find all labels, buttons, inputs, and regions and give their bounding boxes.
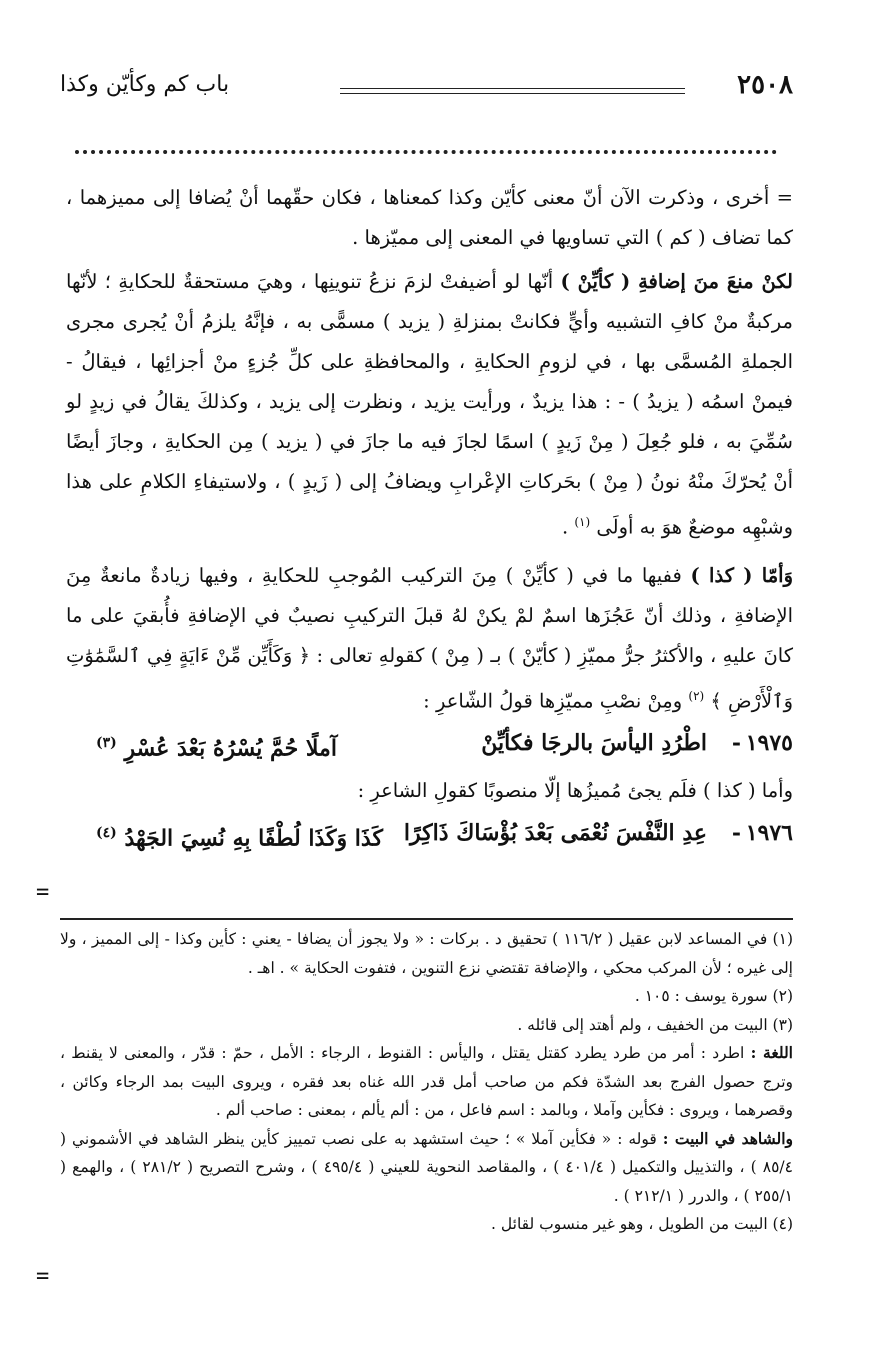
continuation-mark-body: =: [36, 880, 50, 905]
verse-first-hemistich: عِدِ النَّفْسَ نُعْمَى بَعْدَ بُؤْسَاكَ ذَاكِرًا: [403, 820, 707, 846]
paragraph-3-text: ففيها ما في ( كأيِّنْ ) مِنَ التركيب المُوجبِ للحكايةِ ، وفيها زيادةٌ مانعةٌ مِنَ الإضافةِ ، وذلك أنّ عَجُزَها اسمٌ لمْ يكنْ لهُ قبلَ التركيبِ نصيبٌ في الإضافةِ فأُبقيَ على ما كانَ عليهِ ، والأكثرُ جرُّ مميّزِ ( كأيّنْ ) بـ ( مِنْ ) كقولهِ تعالى :: [66, 563, 793, 667]
footnote-ref-1: (١): [574, 515, 591, 529]
footnote-ref-3: (٣): [96, 735, 117, 751]
paragraph-4: وأما ( كذا ) فلَم يجئ مُميزُها إلّا منصوبًا كقولِ الشاعرِ :: [357, 779, 793, 802]
footnote-4: (٤) البيت من الطويل ، وهو غير منسوب لقائل .: [491, 1215, 793, 1233]
header-rule: [340, 88, 685, 94]
footnote-3-shahid: [60, 1125, 793, 1211]
footnotes-rule: [60, 918, 793, 920]
paragraph-2: لكنْ منعَ منَ إضافةِ ( كأيِّنْ ) أنّها لو أضيفتْ لزمَ نزعُ تنوينِها ، وهيَ مستحقةٌ للحكايةِ ؛ لأنّها مركبةٌ منْ كافِ التشبيه وأيٍّ فكانتْ بمنزلةِ ( يزيد ) مسمًّى به ، فإنَّهُ يلزمُ أنْ يُجرى مجرى الجملةِ المُسمَّى بها ، في لزومِ الحكايةِ ، والمحافظةِ على كلِّ جُزءٍ منْ أجزائِها ، فيقالُ - فيمنْ اسمُه ( يزيدُ ) - : هذا يزيدٌ ، ورأيت يزيد ، ونظرت إلى يزيد ، وكذلكَ يقالُ في زيدٍ لو سُمِّيَ به ، فلو جُعِلَ ( مِنْ زَيدٍ ) اسمًا لجازَ فيه ما جازَ في ( يزيد ) مِن الحكايةِ ، وجازَ أيضًا أنْ يُحرّكَ منْهُ نونُ ( مِنْ ) بحَركاتِ الإعْرابِ ويضافُ إلى ( زَيدٍ ) ، ولاستيفاءِ الكلامِ على هذا وشبْهِه موضعٌ هوَ به أولَى $^{(١)}$ .: [66, 270, 793, 539]
verse-dash: -: [731, 730, 741, 756]
verse-second-hemistich: [96, 723, 337, 768]
paragraph-2-text: أنّها لو أضيفتْ لزمَ نزعُ تنوينِها ، وهيَ مستحقةٌ للحكايةِ ؛ لأنّها مركبةٌ منْ كافِ التشبيه وأيٍّ فكانتْ بمنزلةِ ( يزيد ) مسمًّى به ، فإنَّهُ يلزمُ أنْ يُجرى مجرى الجملةِ المُسمَّى بها ، في لزومِ الحكايةِ ، والمحافظةِ على كلِّ جُزءٍ منْ أجزائِها ، فيقالُ - فيمنْ اسمُه ( يزيدُ ) - : هذا يزيدٌ ، ورأيت يزيد ، ونظرت إلى يزيد ، وكذلكَ يقالُ في زيدٍ لو سُمِّيَ به ، فلو جُعِلَ ( مِنْ زَيدٍ ) اسمًا لجازَ فيه ما جازَ في ( يزيد ) مِن الحكايةِ ، وجازَ أيضًا أنْ يُحرّكَ منْهُ نونُ ( مِنْ ) بحَركاتِ الإعْرابِ ويضافُ إلى ( زَيدٍ ) ، ولاستيفاءِ الكلامِ على هذا وشبْهِه موضعٌ هوَ به أولَى: [66, 270, 793, 539]
footnote-1: (١) في المساعد لابن عقيل ( ١١٦/٢ ) تحقيق د . بركات : « ولا يجوز أن يضافا - يعني : كأين وكذا - إلى المميز ، ولا إلى غيره ؛ لأن المركب محكي ، والإضافة تقتضي نزع التنوين ، فتفوت الحكاية » . اهـ .: [60, 930, 793, 977]
verse-second-hemistich-text: كَذَا وَكَذَا لُطْفًا بِهِ نُسِيَ الجَهْدُ: [124, 825, 383, 852]
verse-dash: -: [731, 820, 741, 846]
footnotes: [60, 925, 793, 1239]
shahid-label: والشاهد في البيت :: [662, 1128, 793, 1148]
chapter-title: باب كم وكأيّن وكذا: [60, 72, 230, 97]
page-number: ٢٥٠٨: [737, 70, 793, 100]
lugha-label: اللغة :: [750, 1043, 793, 1062]
dotted-separator: [75, 138, 777, 154]
main-text: [66, 178, 793, 861]
poem-verse-1975: [66, 723, 793, 771]
verse-first-hemistich: اطْرُدِ اليأسَ بالرجَا فكأيِّنْ: [481, 730, 707, 756]
poem-verse-1976: [66, 813, 793, 861]
verse-second-hemistich-text: آملًا حُمَّ يُسْرُهُ بَعْدَ عُسْرِ: [124, 735, 337, 762]
paragraph-3-lead: وَأمّا ( كذا ): [690, 563, 793, 587]
verse-number: ١٩٧٦: [745, 820, 793, 846]
verse-number: ١٩٧٥: [745, 730, 793, 756]
footnote-2: (٢) سورة يوسف : ١٠٥ .: [634, 987, 793, 1005]
footnote-3-lugha: [60, 1039, 793, 1125]
quran-after-text: ومِنْ نصْبِ مميّزِها قولُ الشّاعرِ :: [423, 689, 689, 712]
footnote-3: (٣) البيت من الخفيف ، ولم أهتد إلى قائله .: [517, 1015, 793, 1034]
footnote-ref-2: (٢): [688, 688, 705, 703]
shahid-text: قوله : « فكأين آملا » ؛ حيث استشهد به على نصب تمييز كأين ينظر الشاهد في الأشموني ( ٨٥/٤ ) ، والتذييل والتكميل ( ٤٠١/٤ ) ، والمقاصد النحوية للعيني ( ٤٩٥/٤ ) ، وشرح التصريح ( ٢٨١/٢ ) ، والهمع ( ٢٥٥/١ ) ، والدرر ( ٢١٢/١ ) .: [60, 1129, 793, 1205]
paragraph-1: = أخرى ، وذكرت الآن أنّ معنى كأيّن وكذا كمعناها ، فكان حقّهما أنْ يُضافا إلى مميزهما ، كما تضاف ( كم ) التي تساويها في المعنى إلى مميّزها .: [66, 186, 793, 249]
quran-verse: ﴿ وَكَأَيِّن مِّنْ ءَايَةٍ فِي ٱلسَّمَٰوَٰتِ وَٱلْأَرْضِ ﴾: [66, 643, 793, 712]
page-header: [60, 70, 793, 110]
continuation-mark-notes: =: [36, 1264, 50, 1289]
paragraph-3: [66, 556, 793, 722]
paragraph-2-lead: لكنْ منعَ منَ إضافةِ ( كأيِّنْ ): [560, 270, 793, 293]
lugha-text: اطرد : أمر من طرد يطرد كقتل يقتل ، واليأس : القنوط ، الرجاء : الأمل ، حمّ : قدّر ، والمعنى لا يقنط ، وترج حصول الفرج بعد الشدّة فكم من صاحب أمل قدر الله غناه بعد فقره ، ويروى البيت بمد الرجاء وكائن ، وقصرهما ، ويروى : فكأين وآملا ، وبالمد : اسم فاعل ، من : ألم يألم ، بمعنى : صاحب ألم .: [60, 1044, 793, 1119]
footnote-ref-4: (٤): [96, 825, 117, 841]
verse-second-hemistich: [96, 813, 383, 858]
